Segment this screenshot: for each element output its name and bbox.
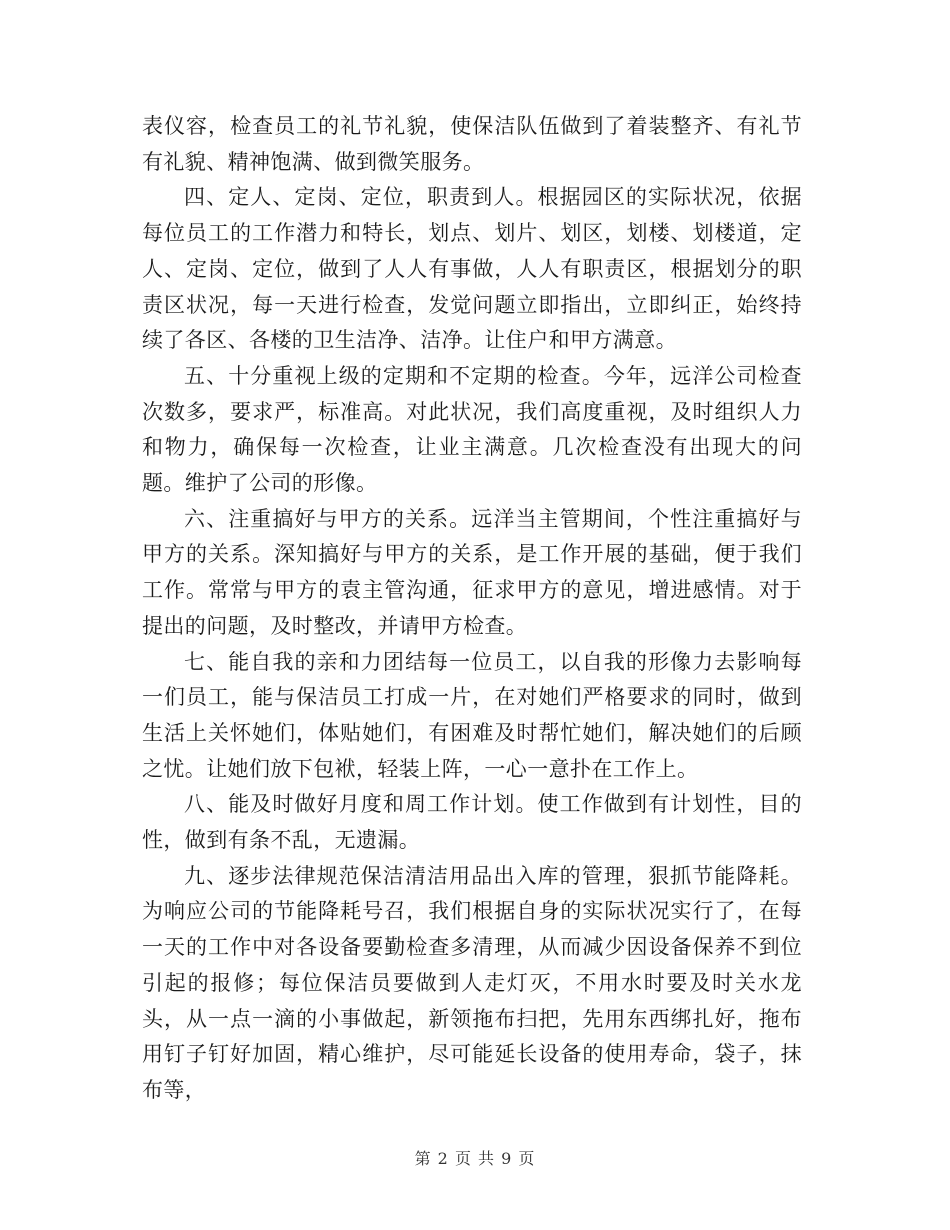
document-body xyxy=(142,109,802,1109)
page-number-footer: 第 2 页 共 9 页 xyxy=(414,1149,536,1168)
paragraph-2: 四、定人、定岗、定位，职责到人。根据园区的实际状况，依据每位员工的工作潜力和特长，划点、划片、划区，划楼、划楼道，定人、定岗、定位，做到了人人有事做，人人有职责区，根据划分的职责区状况，每一天进行检查，发觉问题立即指出，立即纠正，始终持续了各区、各楼的卫生洁净、洁净。让住户和甲方满意。 xyxy=(142,185,802,353)
paragraph-7: 九、逐步法律规范保洁清洁用品出入库的管理，狠抓节能降耗。为响应公司的节能降耗号召，我们根据自身的实际状况实行了，在每一天的工作中对各设备要勤检查多清理，从而减少因设备保养不到位引起的报修；每位保洁员要做到人走灯灭，不用水时要及时关水龙头，从一点一滴的小事做起，新领拖布扫把，先用东西绑扎好，拖布用钉子钉好加固，精心维护，尽可能延长设备的使用寿命，袋子，抹布等， xyxy=(142,863,802,1102)
paragraph-1: 表仪容，检查员工的礼节礼貌，使保洁队伍做到了着装整齐、有礼节有礼貌、精神饱满、做到微笑服务。 xyxy=(142,114,802,174)
paragraph-5: 七、能自我的亲和力团结每一位员工，以自我的形像力去影响每一们员工，能与保洁员工打成一片，在对她们严格要求的同时，做到生活上关怀她们，体贴她们，有困难及时帮忙她们，解决她们的后顾之忧。让她们放下包袱，轻装上阵，一心一意扑在工作上。 xyxy=(142,649,802,781)
paragraph-6: 八、能及时做好月度和周工作计划。使工作做到有计划性，目的性，做到有条不乱，无遗漏。 xyxy=(142,792,802,853)
paragraph-4: 六、注重搞好与甲方的关系。远洋当主管期间，个性注重搞好与甲方的关系。深知搞好与甲方的关系，是工作开展的基础，便于我们工作。常常与甲方的袁主管沟通，征求甲方的意见，增进感情。对于提出的问题，及时整改，并请甲方检查。 xyxy=(142,506,802,638)
paragraph-3: 五、十分重视上级的定期和不定期的检查。今年，远洋公司检查次数多，要求严，标准高。对此状况，我们高度重视，及时组织人力和物力，确保每一次检查，让业主满意。几次检查没有出现大的问题。维护了公司的形像。 xyxy=(142,363,802,496)
